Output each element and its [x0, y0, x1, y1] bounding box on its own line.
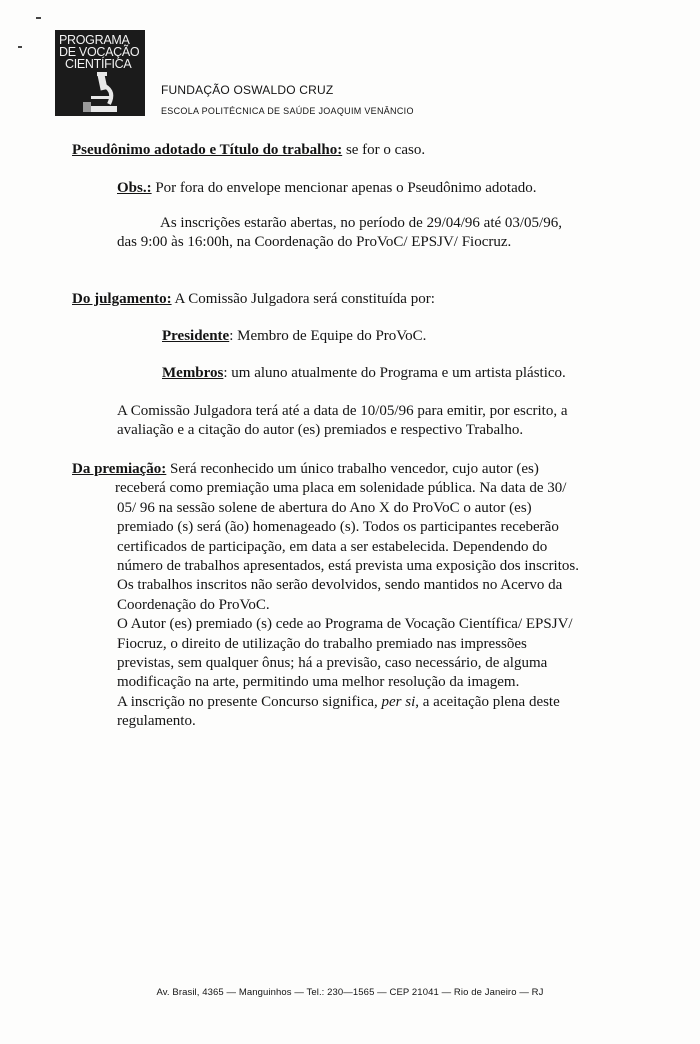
- premiacao-heading: Da premiação:: [72, 461, 167, 477]
- school-name: ESCOLA POLITÉCNICA DE SAÚDE JOAQUIM VENÂNCIO: [161, 106, 414, 116]
- julgamento-line: [72, 291, 435, 308]
- premiacao-line: modificação na arte, permitindo uma melhor resolução da imagem.: [117, 674, 520, 691]
- institution-name: FUNDAÇÃO OSWALDO CRUZ: [161, 83, 334, 97]
- obs-line: [117, 180, 537, 197]
- prazo-line-2: avaliação e a citação do autor (es) premiados e respectivo Trabalho.: [117, 422, 524, 439]
- prazo-paragraph: [117, 402, 568, 441]
- premiacao-line: número de trabalhos apresentados, está prevista uma exposição dos inscritos.: [117, 558, 579, 575]
- premiacao-line: 05/ 96 na sessão solene de abertura do Ano X do ProVoC o autor (es): [117, 499, 532, 516]
- pseudonimo-heading: Pseudônimo adotado e Título do trabalho:: [72, 142, 343, 158]
- julgamento-text: A Comissão Julgadora será constituída por:: [171, 291, 435, 307]
- membros-label: Membros: [162, 365, 224, 381]
- logo-line-2: DE VOCAÇÃO: [59, 45, 140, 59]
- prazo-line-1: A Comissão Julgadora terá até a data de 10/05/96 para emitir, por escrito, a: [117, 403, 568, 419]
- premiacao-final-line: [72, 693, 579, 712]
- scan-speck: [36, 17, 41, 19]
- pseudonimo-line: [72, 142, 425, 159]
- membros-text: : um aluno atualmente do Programa e um artista plástico.: [223, 365, 566, 381]
- premiacao-line: Fiocruz, o direito de utilização do trabalho premiado nas impressões: [117, 635, 527, 652]
- membros-line: [162, 365, 566, 382]
- premiacao-first-line: [72, 460, 579, 479]
- footer-address: Av. Brasil, 4365 — Manguinhos — Tel.: 230—1565 — CEP 21041 — Rio de Janeiro — RJ: [156, 987, 544, 998]
- premiacao-line: O Autor (es) premiado (s) cede ao Programa de Vocação Científica/ EPSJV/: [117, 616, 573, 633]
- microscope-icon: [81, 72, 121, 114]
- julgamento-heading: Do julgamento:: [72, 291, 172, 307]
- premiacao-line: Os trabalhos inscritos não serão devolvidos, sendo mantidos no Acervo da: [117, 577, 563, 594]
- final-post-text: , a aceitação plena deste: [415, 693, 560, 710]
- pseudonimo-text: se for o caso.: [342, 142, 426, 158]
- premiacao-line-1: Será reconhecido um único trabalho vencedor, cujo autor (es): [166, 461, 539, 477]
- premiacao-line: premiado (s) será (ão) homenageado (s). Todos os participantes receberão: [117, 519, 559, 536]
- premiacao-line: Coordenação do ProVoC.: [117, 596, 270, 613]
- final-pre-text: A inscrição no presente Concurso significa,: [117, 693, 382, 710]
- scan-speck: [18, 46, 22, 48]
- presidente-line: [162, 328, 426, 345]
- presidente-label: Presidente: [162, 328, 230, 344]
- inscricoes-line-2: das 9:00 às 16:00h, na Coordenação do ProVoC/ EPSJV/ Fiocruz.: [117, 234, 512, 251]
- obs-text: Por fora do envelope mencionar apenas o Pseudônimo adotado.: [151, 180, 537, 196]
- premiacao-line: receberá como premiação uma placa em solenidade pública. Na data de 30/: [115, 480, 567, 497]
- logo-line-3: CIENTÍFICA: [65, 57, 132, 71]
- premiacao-line: previstas, sem qualquer ônus; há a previsão, caso necessário, de alguma: [117, 655, 548, 672]
- premiacao-final-line-2: regulamento.: [117, 713, 196, 730]
- premiacao-line: certificados de participação, em data a ser estabelecida. Dependendo do: [117, 538, 548, 555]
- final-italic-text: per si: [381, 693, 416, 710]
- logo-line-1: PROGRAMA: [59, 33, 130, 47]
- premiacao-paragraph: [72, 460, 579, 732]
- inscricoes-line-1: As inscrições estarão abertas, no período de 29/04/96 até 03/05/96,: [160, 215, 562, 231]
- obs-label: Obs.:: [117, 180, 152, 196]
- presidente-text: : Membro de Equipe do ProVoC.: [229, 328, 427, 344]
- provoc-logo: [55, 30, 145, 116]
- inscricoes-paragraph: [117, 214, 562, 253]
